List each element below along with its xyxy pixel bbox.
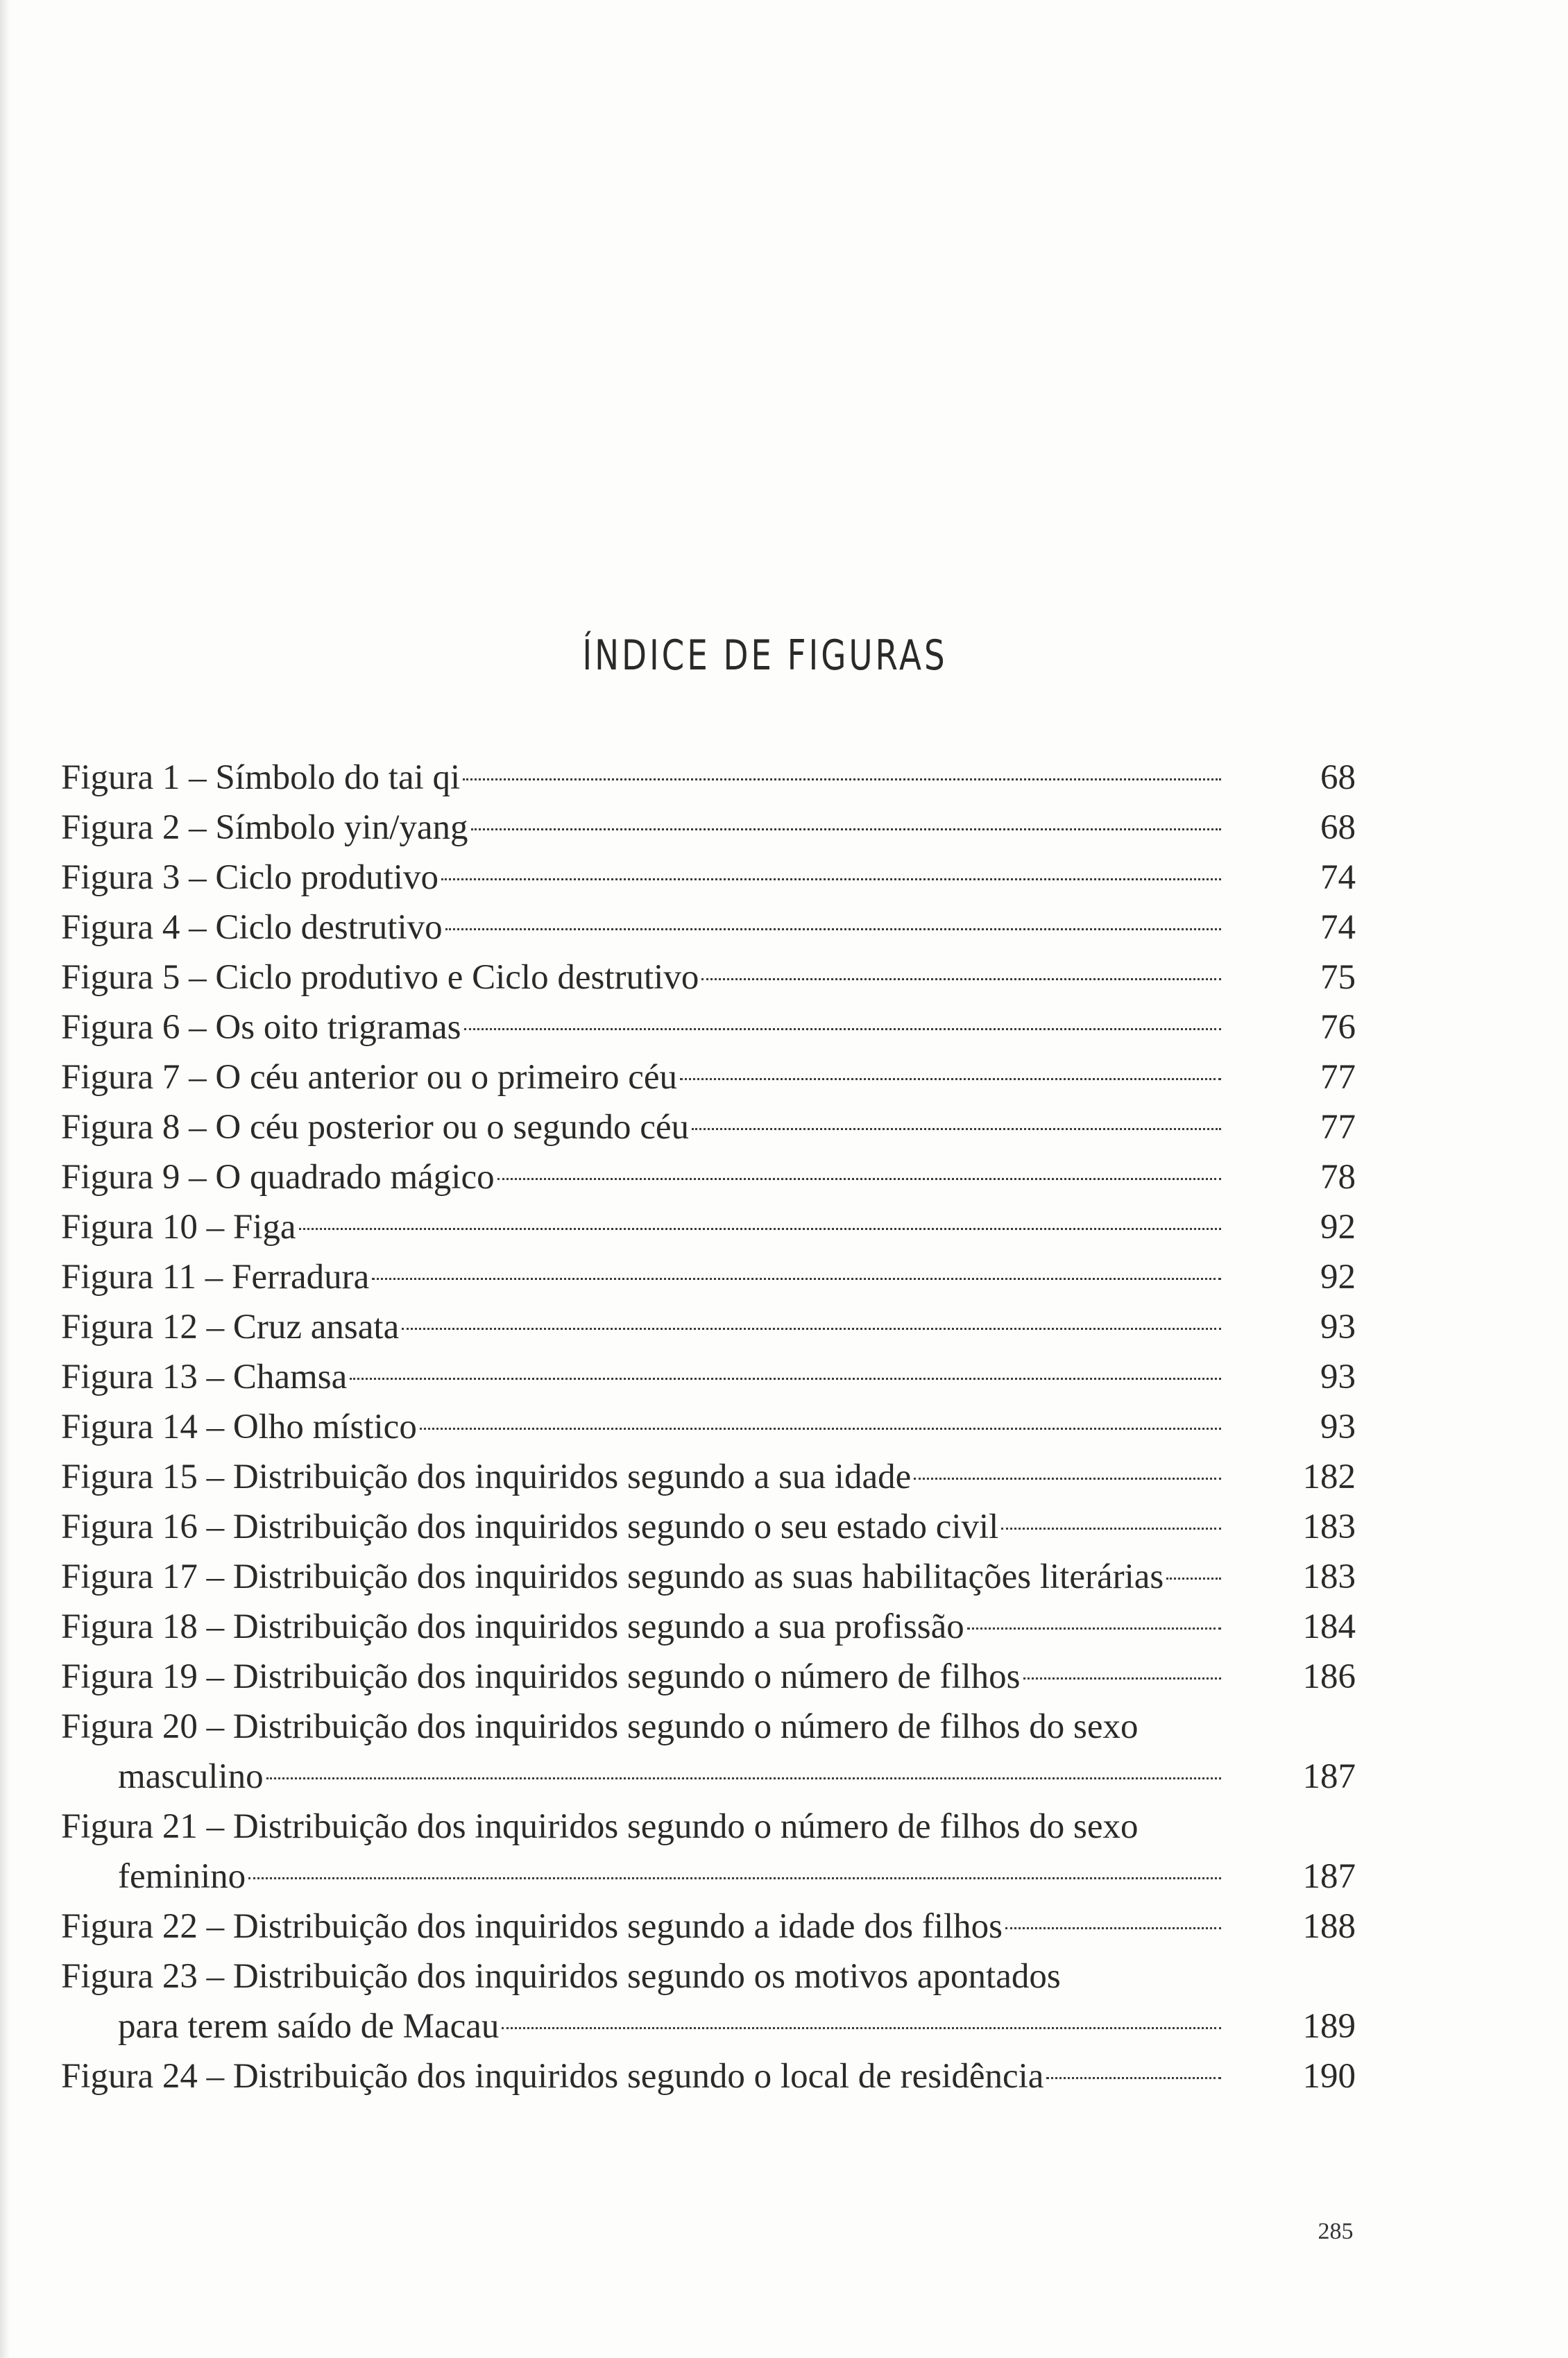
dot-leader bbox=[463, 778, 1221, 780]
entry-line bbox=[61, 1152, 1358, 1202]
entry-label: Figura 15 – Distribuição dos inquiridos segundo a sua idade bbox=[61, 1458, 912, 1496]
figure-entry[interactable] bbox=[61, 1702, 1358, 1802]
entry-page-number: 183 bbox=[1302, 1507, 1356, 1546]
entry-label: Figura 18 – Distribuição dos inquiridos segundo a sua profissão bbox=[61, 1607, 964, 1646]
entry-page-number: 93 bbox=[1320, 1408, 1356, 1446]
entry-page-number: 182 bbox=[1302, 1458, 1356, 1496]
entry-line bbox=[61, 1802, 1241, 1852]
entry-page-number: 190 bbox=[1302, 2057, 1356, 2096]
entry-page-number: 184 bbox=[1302, 1607, 1356, 1646]
entry-label: Figura 24 – Distribuição dos inquiridos segundo o local de residência bbox=[61, 2057, 1044, 2096]
figure-entry[interactable] bbox=[61, 1902, 1358, 1951]
entry-line-continued bbox=[61, 2001, 1358, 2051]
figure-entry[interactable] bbox=[61, 753, 1358, 803]
figure-entry[interactable] bbox=[61, 853, 1358, 903]
figure-entry[interactable] bbox=[61, 1602, 1358, 1652]
entry-page-number: 77 bbox=[1320, 1058, 1356, 1097]
entry-label: Figura 23 – Distribuição dos inquiridos segundo os motivos apontados bbox=[61, 1957, 1061, 1996]
dot-leader bbox=[1001, 1528, 1221, 1530]
entry-line bbox=[61, 1902, 1358, 1951]
page-binding-edge bbox=[0, 0, 10, 2358]
entry-label: Figura 19 – Distribuição dos inquiridos segundo o número de filhos bbox=[61, 1657, 1021, 1696]
entry-page-number: 187 bbox=[1302, 1757, 1356, 1796]
figure-entry[interactable] bbox=[61, 1802, 1358, 1902]
entry-line bbox=[61, 1052, 1358, 1102]
figure-entry[interactable] bbox=[61, 1152, 1358, 1202]
figure-entry[interactable] bbox=[61, 1652, 1358, 1702]
dot-leader bbox=[680, 1078, 1221, 1080]
entry-line bbox=[61, 853, 1358, 903]
entry-page-number: 187 bbox=[1302, 1857, 1356, 1896]
entry-label: Figura 12 – Cruz ansata bbox=[61, 1308, 400, 1347]
dot-leader bbox=[967, 1627, 1221, 1630]
entry-page-number: 76 bbox=[1320, 1008, 1356, 1047]
dot-leader bbox=[350, 1378, 1221, 1380]
entry-line bbox=[61, 1102, 1358, 1152]
entry-label: Figura 8 – O céu posterior ou o segundo céu bbox=[61, 1108, 690, 1147]
entry-label: Figura 17 – Distribuição dos inquiridos segundo as suas habilitações literárias bbox=[61, 1557, 1164, 1596]
figure-entry[interactable] bbox=[61, 952, 1358, 1002]
entry-label: Figura 22 – Distribuição dos inquiridos segundo a idade dos filhos bbox=[61, 1907, 1003, 1946]
dot-leader bbox=[402, 1328, 1221, 1330]
entry-line bbox=[61, 1002, 1358, 1052]
entry-label: Figura 13 – Chamsa bbox=[61, 1358, 348, 1396]
entry-line bbox=[61, 1951, 1241, 2001]
entry-label: Figura 9 – O quadrado mágico bbox=[61, 1158, 495, 1197]
entry-line bbox=[61, 1502, 1358, 1552]
entry-line bbox=[61, 1202, 1358, 1252]
entry-line bbox=[61, 1552, 1358, 1602]
figure-entry[interactable] bbox=[61, 1202, 1358, 1252]
entry-label: Figura 6 – Os oito trigramas bbox=[61, 1008, 461, 1047]
figure-entry[interactable] bbox=[61, 1402, 1358, 1452]
entry-page-number: 77 bbox=[1320, 1108, 1356, 1147]
dot-leader bbox=[1046, 2077, 1221, 2079]
entry-page-number: 93 bbox=[1320, 1358, 1356, 1396]
dot-leader bbox=[1005, 1927, 1221, 1929]
entry-label: Figura 16 – Distribuição dos inquiridos segundo o seu estado civil bbox=[61, 1507, 999, 1546]
entry-line bbox=[61, 903, 1358, 952]
entry-page-number: 93 bbox=[1320, 1308, 1356, 1347]
dot-leader bbox=[1166, 1578, 1221, 1580]
figure-entry[interactable] bbox=[61, 1052, 1358, 1102]
entry-line bbox=[61, 1452, 1358, 1502]
entry-label: Figura 2 – Símbolo yin/yang bbox=[61, 808, 468, 847]
figure-entry[interactable] bbox=[61, 1252, 1358, 1302]
entry-label: Figura 3 – Ciclo produtivo bbox=[61, 858, 438, 897]
entry-page-number: 188 bbox=[1302, 1907, 1356, 1946]
dot-leader bbox=[502, 2027, 1221, 2029]
dot-leader bbox=[420, 1428, 1221, 1430]
entry-page-number: 68 bbox=[1320, 758, 1356, 797]
figure-entry[interactable] bbox=[61, 1502, 1358, 1552]
figure-entry[interactable] bbox=[61, 803, 1358, 853]
dot-leader bbox=[692, 1128, 1221, 1130]
entry-page-number: 74 bbox=[1320, 908, 1356, 947]
entry-line bbox=[61, 803, 1358, 853]
entry-line bbox=[61, 1252, 1358, 1302]
dot-leader bbox=[1023, 1677, 1221, 1680]
dot-leader bbox=[464, 1028, 1221, 1030]
figure-entry[interactable] bbox=[61, 1002, 1358, 1052]
entry-label: Figura 14 – Olho místico bbox=[61, 1408, 417, 1446]
entry-line bbox=[61, 952, 1358, 1002]
entry-label: Figura 20 – Distribuição dos inquiridos segundo o número de filhos do sexo bbox=[61, 1707, 1139, 1746]
dot-leader bbox=[372, 1278, 1221, 1280]
dot-leader bbox=[266, 1777, 1221, 1779]
figure-entry[interactable] bbox=[61, 1452, 1358, 1502]
entry-page-number: 92 bbox=[1320, 1208, 1356, 1247]
entry-line bbox=[61, 1402, 1358, 1452]
dot-leader bbox=[701, 978, 1221, 980]
entry-line bbox=[61, 753, 1358, 803]
entry-page-number: 68 bbox=[1320, 808, 1356, 847]
dot-leader bbox=[441, 878, 1221, 880]
entry-label: Figura 10 – Figa bbox=[61, 1208, 296, 1247]
dot-leader bbox=[914, 1478, 1221, 1480]
entry-label: Figura 7 – O céu anterior ou o primeiro céu bbox=[61, 1058, 677, 1097]
entry-line bbox=[61, 1302, 1358, 1352]
figure-entry[interactable] bbox=[61, 2051, 1358, 2101]
figure-entry[interactable] bbox=[61, 903, 1358, 952]
figure-entry[interactable] bbox=[61, 1302, 1358, 1352]
entry-page-number: 186 bbox=[1302, 1657, 1356, 1696]
entry-page-number: 189 bbox=[1302, 2007, 1356, 2046]
entry-line-continued bbox=[61, 1852, 1358, 1902]
entry-label: Figura 1 – Símbolo do tai qi bbox=[61, 758, 461, 797]
figure-index-list bbox=[61, 753, 1358, 2101]
page-number: 285 bbox=[1318, 2219, 1354, 2244]
dot-leader bbox=[497, 1178, 1221, 1180]
entry-page-number: 75 bbox=[1320, 958, 1356, 997]
entry-line bbox=[61, 2051, 1358, 2101]
figure-entry[interactable] bbox=[61, 1951, 1358, 2051]
entry-label: Figura 11 – Ferradura bbox=[61, 1258, 370, 1297]
dot-leader bbox=[471, 828, 1222, 830]
entry-label: Figura 21 – Distribuição dos inquiridos segundo o número de filhos do sexo bbox=[61, 1807, 1139, 1846]
dot-leader bbox=[445, 928, 1221, 930]
entry-line bbox=[61, 1602, 1358, 1652]
entry-line bbox=[61, 1652, 1358, 1702]
entry-page-number: 183 bbox=[1302, 1557, 1356, 1596]
entry-label-continuation: para terem saído de Macau bbox=[118, 2007, 500, 2046]
entry-line bbox=[61, 1702, 1241, 1752]
entry-page-number: 74 bbox=[1320, 858, 1356, 897]
page-title: ÍNDICE DE FIGURAS bbox=[582, 631, 948, 680]
entry-line bbox=[61, 1352, 1358, 1402]
figure-entry[interactable] bbox=[61, 1552, 1358, 1602]
entry-page-number: 78 bbox=[1320, 1158, 1356, 1197]
entry-label: Figura 5 – Ciclo produtivo e Ciclo destrutivo bbox=[61, 958, 699, 997]
entry-label-continuation: feminino bbox=[118, 1857, 246, 1896]
entry-label: Figura 4 – Ciclo destrutivo bbox=[61, 908, 443, 947]
entry-label-continuation: masculino bbox=[118, 1757, 264, 1796]
entry-page-number: 92 bbox=[1320, 1258, 1356, 1297]
dot-leader bbox=[248, 1877, 1221, 1879]
figure-entry[interactable] bbox=[61, 1352, 1358, 1402]
entry-line-continued bbox=[61, 1752, 1358, 1802]
dot-leader bbox=[299, 1228, 1221, 1230]
figure-entry[interactable] bbox=[61, 1102, 1358, 1152]
